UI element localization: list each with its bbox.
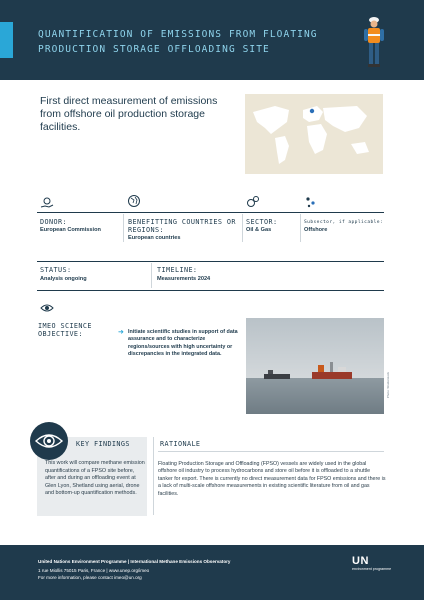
subsector-label: Subsector, if applicable: [304, 220, 384, 225]
column-divider [123, 214, 124, 242]
rationale-label: RATIONALE [160, 440, 201, 448]
un-logo-text: UN [352, 555, 369, 567]
donor-value: European Commission [40, 227, 101, 233]
location-marker [310, 109, 314, 113]
key-findings-text: This work will compare methane emission quantifications of a FPSO site before, after and during an offloading event at Glen Lyon, Shetland using aerial, drone and bottom-up quantification methods. [45, 460, 145, 496]
countries-value: European countries [128, 235, 181, 241]
timeline-value: Measurements 2024 [157, 276, 211, 282]
worker-illustration [360, 14, 388, 70]
divider [158, 451, 384, 452]
globe-icon [127, 194, 141, 208]
page-title: QUANTIFICATION OF EMISSIONS FROM FLOATING PRODUCTION STORAGE OFFLOADING SITE [38, 29, 318, 55]
science-objective-label: IMEO SCIENCE OBJECTIVE: [38, 322, 92, 338]
eye-icon [40, 301, 54, 315]
footer-contact: For more information, please contact imeo@un.org [38, 575, 142, 580]
gears-icon [246, 195, 260, 209]
divider [37, 212, 384, 213]
arrow-icon: ➜ [118, 329, 124, 336]
status-value: Analysis ongoing [40, 276, 87, 282]
status-label: STATUS: [40, 266, 72, 274]
unep-logo [352, 555, 392, 571]
photo-credit: Photo: Shutterstock [386, 372, 390, 399]
hand-money-icon [40, 196, 54, 210]
subsector-value: Offshore [304, 227, 328, 233]
dots-icon [304, 195, 318, 209]
footer-org: United Nations Environment Programme | International Methane Emissions Observatory [38, 559, 231, 564]
divider [37, 261, 384, 262]
rationale-text: Floating Production Storage and Offloading (FPSO) vessels are widely used in the global offshore oil industry to process hydrocarbons and store oil before it is offloaded to a shuttle tanker for export. There is currently no direct measurement data for FPSO emissions and there is a lack of multi-scale offshore measurements in existing scientific literature from oil and gas facilities. [158, 461, 386, 497]
divider [37, 290, 384, 291]
key-findings-label: KEY FINDINGS [76, 440, 130, 448]
column-divider [151, 263, 152, 288]
sector-value: Oil & Gas [246, 227, 272, 233]
header-accent-bar [0, 22, 13, 58]
world-map [245, 94, 383, 174]
fpso-photo [246, 318, 384, 414]
footer [0, 545, 424, 600]
sector-label: SECTOR: [246, 218, 278, 226]
donor-label: DONOR: [40, 218, 67, 226]
science-objective-text: Initiate scientific studies in support of data assurance and to characterize regions/sources with high uncertainty or discrepancies in the integrated data. [128, 329, 238, 357]
column-divider [153, 437, 154, 515]
column-divider [242, 214, 243, 242]
footer-address: 1 rue Miollis 75015 Paris, France | www.unep.org/imeo [38, 568, 150, 573]
un-logo-subtitle: environment programme [352, 567, 392, 571]
eye-badge-icon [29, 421, 69, 461]
timeline-label: TIMELINE: [157, 266, 198, 274]
column-divider [300, 214, 301, 242]
header-banner [0, 0, 424, 80]
countries-label: BENEFITTING COUNTRIES OR REGIONS: [128, 218, 236, 234]
intro-text: First direct measurement of emissions from offshore oil production storage facilities. [40, 95, 218, 133]
